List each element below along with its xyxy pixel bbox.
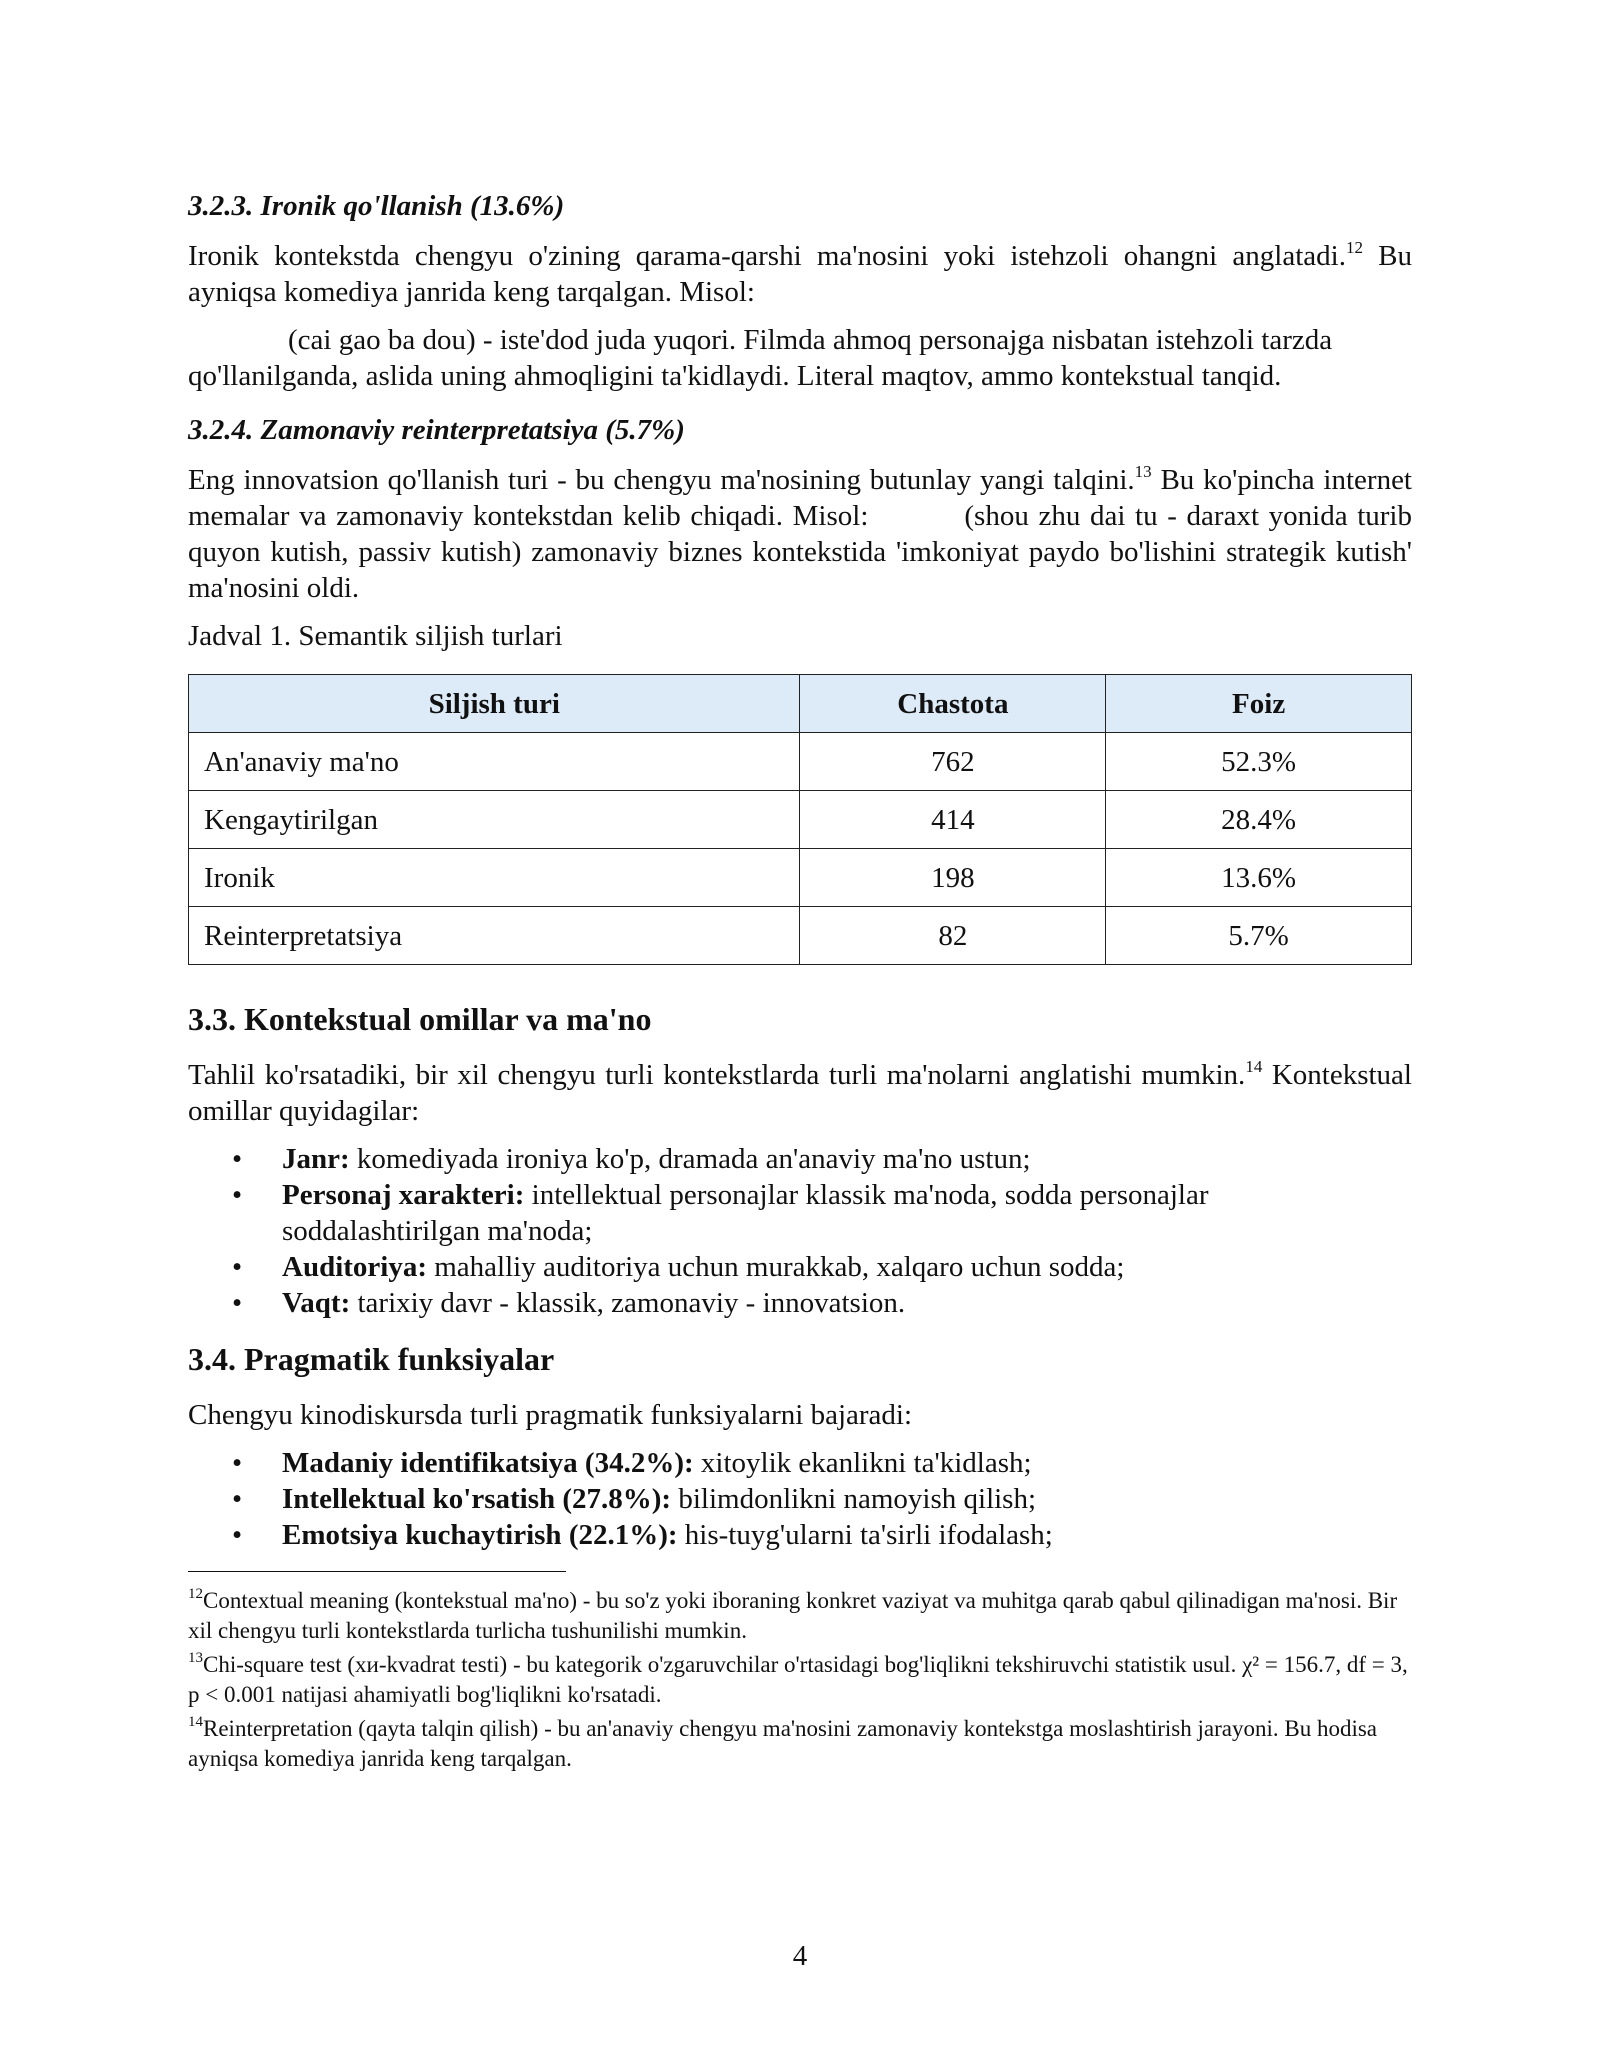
section-3-4-heading: 3.4. Pragmatik funksiyalar [188, 1341, 555, 1377]
section-3-3-paragraph: Tahlil ko'rsatadiki, bir xil chengyu turli kontekstlarda turli ma'nolarni anglatishi mumkin.$^{14}$ Kontekstual omillar quyidagilar: [188, 1057, 1412, 1127]
footnote-ref-13[interactable]: 13 [1134, 462, 1152, 481]
table-cell: An'anaviy ma'no [189, 733, 800, 791]
pragmatic-functions-list [188, 1445, 1412, 1553]
table-caption: Jadval 1. Semantik siljish turlari [188, 620, 563, 652]
table-cell: 28.4% [1106, 791, 1412, 849]
table-cell: 13.6% [1106, 849, 1412, 907]
list-item: • Vaqt: tarixiy davr - klassik, zamonaviy - innovatsion. [232, 1287, 906, 1319]
table-row [189, 733, 1412, 791]
list-item: • Personaj xarakteri: intellektual personajlar klassik ma'noda, sodda personajlar soddalashtirilgan ma'noda; [232, 1179, 1209, 1247]
table-cell: 82 [800, 907, 1106, 965]
table-row [189, 849, 1412, 907]
table-row [189, 907, 1412, 965]
table-header-row [189, 675, 1412, 733]
column-header: Siljish turi [189, 675, 800, 733]
section-3-2-3-heading: 3.2.3. Ironik qo'llanish (13.6%) [188, 190, 565, 222]
footnote-13: $^{13}$Chi-square test (хи-kvadrat testi) - bu kategorik o'zgaruvchilar o'rtasidagi bog'liqlikni tekshiruvchi statistik usul. χ² = 156.7, df = 3, p < 0.001 natijasi ahamiyatli bog'liqlikni ko'rsatadi. [188, 1650, 1408, 1707]
table-cell: Ironik [189, 849, 800, 907]
contextual-factors-list [188, 1141, 1412, 1321]
footnote-12: $^{12}$Contextual meaning (kontekstual ma'no) - bu so'z yoki iboraning konkret vaziyat va muhitga qarab qabul qilinadigan ma'nosi. Bir xil chengyu turli kontekstlarda turlicha tushunilishi mumkin. [188, 1586, 1398, 1643]
column-header: Chastota [800, 675, 1106, 733]
footnote-14: $^{14}$Reinterpretation (qayta talqin qilish) - bu an'anaviy chengyu ma'nosini zamonaviy kontekstga moslashtirish jarayoni. Bu hodisa ayniqsa komediya janrida keng tarqalgan. [188, 1714, 1377, 1771]
table-cell: Kengaytirilgan [189, 791, 800, 849]
list-item: • Madaniy identifikatsiya (34.2%): xitoylik ekanlikni ta'kidlash; [232, 1447, 1032, 1479]
section-3-2-3-paragraph: Ironik kontekstda chengyu o'zining qarama-qarshi ma'nosini yoki istehzoli ohangni anglatadi.$^{12}$ Bu ayniqsa komediya janrida keng tarqalgan. Misol: [188, 238, 1412, 308]
table-cell: 762 [800, 733, 1106, 791]
semantic-shift-table [188, 674, 1412, 965]
page-number: 4 [792, 1940, 808, 1972]
document-page [188, 188, 1412, 1778]
table-cell: 52.3% [1106, 733, 1412, 791]
list-item: • Intellektual ko'rsatish (27.8%): bilimdonlikni namoyish qilish; [232, 1483, 1037, 1515]
section-3-4-paragraph: Chengyu kinodiskursda turli pragmatik funksiyalarni bajaradi: [188, 1399, 913, 1431]
section-3-3-heading: 3.3. Kontekstual omillar va ma'no [188, 1001, 652, 1037]
table-cell: 414 [800, 791, 1106, 849]
footnote-separator [188, 1571, 566, 1572]
table-cell: Reinterpretatsiya [189, 907, 800, 965]
list-item: • Janr: komediyada ironiya ko'p, dramada an'anaviy ma'no ustun; [232, 1143, 1031, 1175]
footnote-ref-12[interactable]: 12 [1345, 238, 1363, 257]
table-cell: 5.7% [1106, 907, 1412, 965]
section-3-2-4-heading: 3.2.4. Zamonaviy reinterpretatsiya (5.7%) [188, 414, 685, 446]
list-item: • Auditoriya: mahalliy auditoriya uchun murakkab, xalqaro uchun sodda; [232, 1251, 1125, 1283]
section-3-2-3-example: (cai gao ba dou) - iste'dod juda yuqori. Filmda ahmoq personajga nisbatan istehzoli tarzda qo'llanilganda, aslida uning ahmoqligini ta'kidlaydi. Literal maqtov, ammo kontekstual tanqid. [188, 324, 1333, 392]
section-3-2-4-paragraph: Eng innovatsion qo'llanish turi - bu chengyu ma'nosining butunlay yangi talqini.$^{13}$ Bu ko'pincha internet memalar va zamonaviy kontekstdan kelib chiqadi. Misol: (shou zhu dai tu - daraxt yonida turib quyon kutish, passiv kutish) zamonaviy biznes kontekstida 'imkoniyat paydo bo'lishini strategik kutish' ma'nosini oldi. [188, 462, 1412, 604]
footnote-ref-14[interactable]: 14 [1245, 1057, 1263, 1076]
column-header: Foiz [1106, 675, 1412, 733]
table-cell: 198 [800, 849, 1106, 907]
list-item: • Emotsiya kuchaytirish (22.1%): his-tuyg'ularni ta'sirli ifodalash; [232, 1519, 1053, 1551]
table-row [189, 791, 1412, 849]
